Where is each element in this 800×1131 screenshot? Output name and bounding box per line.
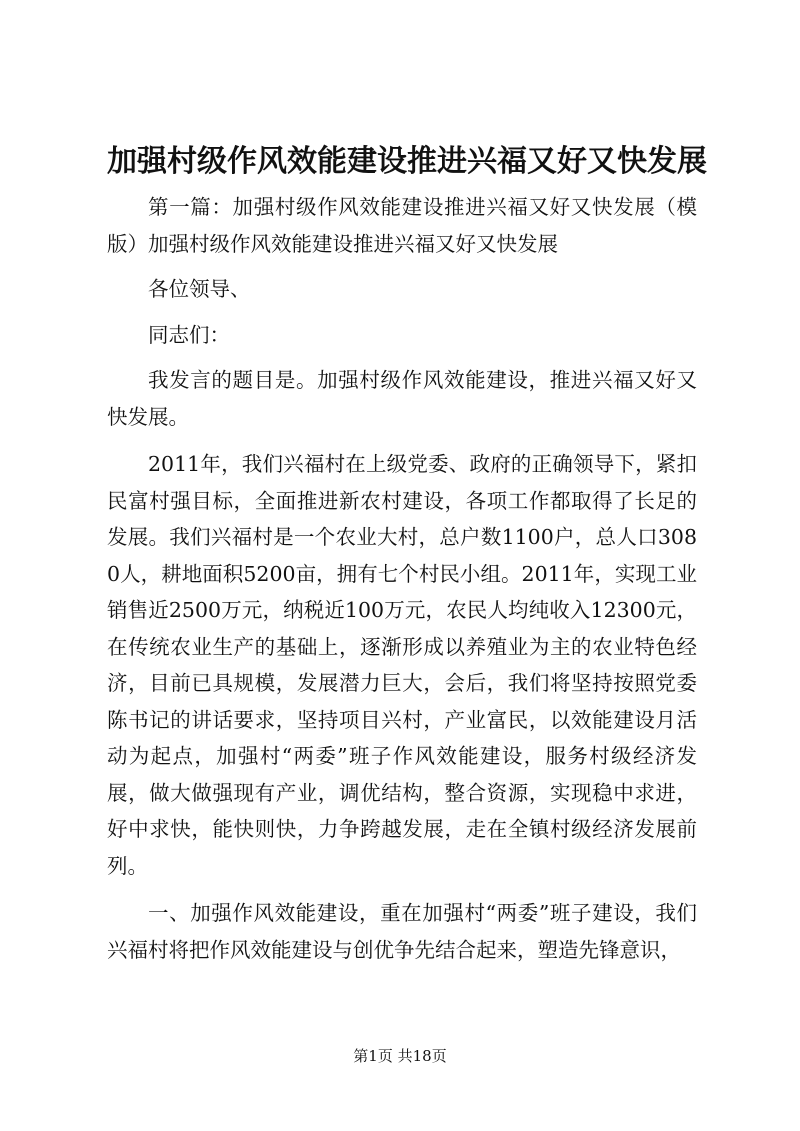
paragraph-topic: 我发言的题目是。加强村级作风效能建设，推进兴福又好又快发展。 — [107, 368, 697, 429]
paragraph-overview: 2011年，我们兴福村在上级党委、政府的正确领导下，紧扣民富村强目标，全面推进新农村建设，各项工作都取得了长足的发展。我们兴福村是一个农业大村，总户数1100户，总人口3080人，耕地面积5200亩，拥有七个村民小组。2011年，实现工业销售近2500万元，纳税近100万元，农民人均纯收入12300元，在传统农业生产的基础上，逐渐形成以养殖业为主的农业特色经济，目前已具规模，发展潜力巨大，会后，我们将坚持按照党委陈书记的讲话要求，坚持项目兴村，产业富民，以效能建设月活动为起点，加强村“两委”班子作风效能建设，服务村级经济发展，做大做强现有产业，调优结构，整合资源，实现稳中求进，好中求快，能快则快，力争跨越发展，走在全镇村级经济发展前列。 — [107, 452, 697, 878]
paragraph-section-one: 一、加强作风效能建设，重在加强村“两委”班子建设，我们兴福村将把作风效能建设与创优争先结合起来，塑造先锋意识， — [107, 901, 697, 962]
document-title: 加强村级作风效能建设推进兴福又好又快发展 — [107, 144, 707, 179]
paragraph-salutation-leaders: 各位领导、 — [148, 277, 251, 301]
paragraph-salutation-comrades: 同志们： — [148, 322, 230, 347]
paragraph-chapter-heading: 第一篇：加强村级作风效能建设推进兴福又好又快发展（模版）加强村级作风效能建设推进兴福又好又快发展 — [107, 195, 697, 256]
document-body — [107, 189, 697, 968]
page-footer: 第1页 共18页 — [353, 1047, 447, 1065]
